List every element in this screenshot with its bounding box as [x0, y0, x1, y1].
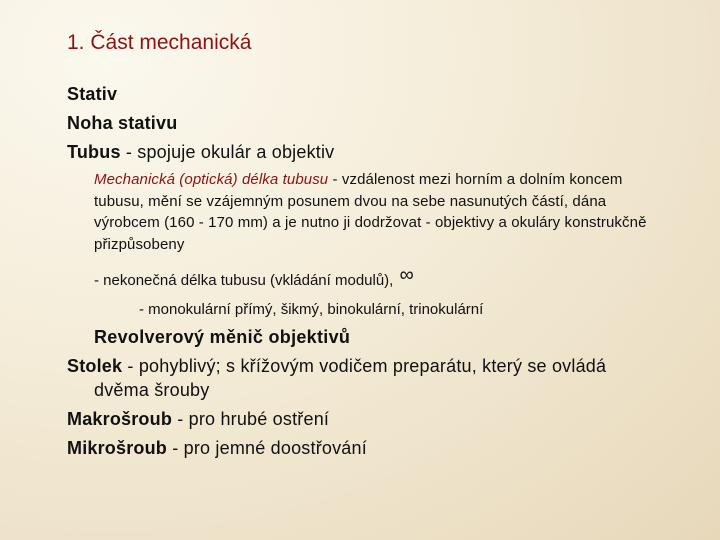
stolek-term: Stolek — [67, 356, 123, 376]
mechanical-length-paragraph — [94, 169, 664, 255]
revolver-item: Revolverový měnič objektivů — [94, 327, 351, 347]
item-tubus — [67, 140, 334, 164]
infinite-tube-text: - nekonečná délka tubusu (vkládání modulů), — [94, 272, 398, 289]
mikro-desc: - pro jemné doostřování — [167, 438, 367, 458]
makro-desc: - pro hrubé ostření — [172, 409, 330, 429]
item-stativ: Stativ — [67, 84, 118, 104]
item-noha-stativu: Noha stativu — [67, 113, 178, 133]
mechanical-length-desc: - vzdálenost mezi horním a dolním koncem tubusu, mění se vzájemným posunem dvou na sebe nasunutých částí, dána výrobcem (160 - 170 mm) a je nutno ji dodržovat - objektivy a okuláry konstrukčně přizpůsobeny — [94, 171, 647, 253]
tubus-desc: - spojuje okulár a objektiv — [120, 142, 335, 162]
stolek-desc: - pohyblivý; s křížovým vodičem preparátu, který se ovládá — [122, 356, 607, 376]
infinity-symbol: ∞ — [399, 264, 414, 286]
monocular-line: - monokulární přímý, šikmý, binokulární, trinokulární — [139, 301, 484, 318]
tubus-term: Tubus — [67, 142, 121, 162]
item-mikrosroub — [67, 436, 367, 460]
item-makrosroub — [67, 407, 329, 431]
slide-title: 1. Část mechanická — [67, 31, 252, 54]
item-stolek — [67, 354, 606, 378]
item-stolek-continuation: dvěma šrouby — [94, 380, 210, 400]
makro-term: Makrošroub — [67, 409, 173, 429]
mikro-term: Mikrošroub — [67, 438, 168, 458]
mechanical-length-term: Mechanická (optická) délka tubusu — [94, 171, 329, 188]
infinite-tube-line — [94, 264, 414, 291]
